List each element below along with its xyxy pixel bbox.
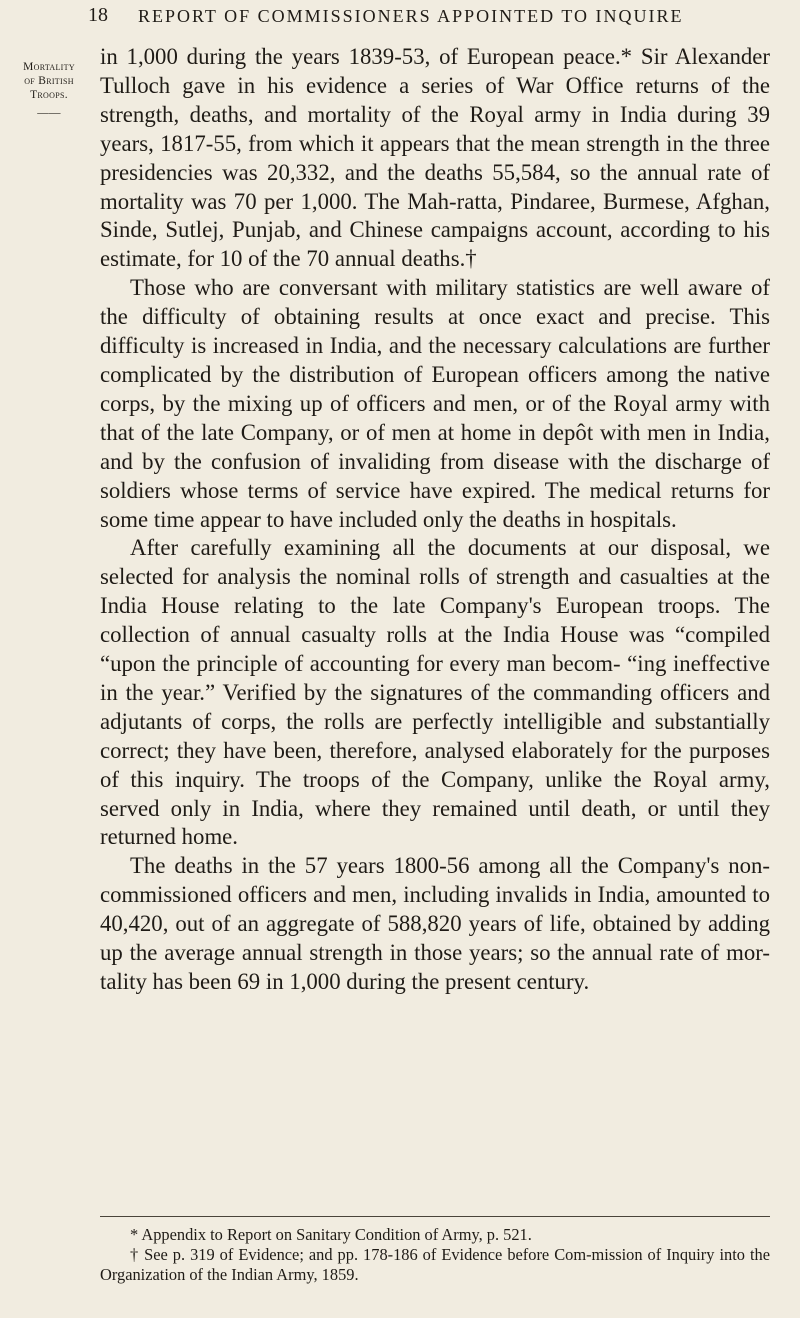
running-title: REPORT OF COMMISSIONERS APPOINTED TO INQUIRE [138, 6, 684, 26]
running-header [88, 4, 778, 40]
paragraph: Those who are conversant with military statistics are well aware of the difficulty of obtaining results at once exact and precise. This difficulty is increased in India, and the necessary calculations are further complicated by the distribution of European officers among the native corps, by the mixing up of officers and men, or of the Royal army with that of the late Company, or of men at home in depôt with men in India, and by the confusion of invaliding from disease with the discharge of soldiers whose terms of service have expired. The medical returns for some time appear to have included only the deaths in hospitals. [100, 275, 770, 532]
footnotes [100, 1216, 770, 1285]
body-text [100, 43, 770, 997]
paragraph: The deaths in the 57 years 1800-56 among all the Company's non-commissioned officers and men, including invalids in India, amounted to 40,420, out of an aggregate of 588,820 years of life, obtained by adding up the average annual strength in those years; so the annual rate of mor-tality has been 69 in 1,000 during the present century. [100, 853, 770, 994]
margin-note-line: Troops. [30, 89, 68, 101]
footnote: * Appendix to Report on Sanitary Condition of Army, p. 521. [130, 1225, 532, 1244]
margin-note-line: Mortality [23, 61, 75, 73]
paragraph: After carefully examining all the documents at our disposal, we selected for analysis the nominal rolls of strength and casualties at the India House relating to the late Company's European troops. The collection of annual casualty rolls at the India House was “compiled “upon the principle of accounting for every man becom- “ing ineffective in the year.” Verified by the signatures of the commanding officers and adjutants of corps, the rolls are perfectly intelligible and substantially correct; they have been, therefore, analysed elaborately for the purposes of this inquiry. The troops of the Company, unlike the Royal army, served only in India, where they remained until death, or until they returned home. [100, 535, 770, 850]
footnote: † See p. 319 of Evidence; and pp. 178-186 of Evidence before Com-mission of Inquiry into the Organization of the Indian Army, 1859. [100, 1245, 770, 1284]
margin-note [10, 60, 88, 120]
paragraph: in 1,000 during the years 1839-53, of European peace.* Sir Alexander Tulloch gave in his evidence a series of War Office returns of the strength, deaths, and mortality of the Royal army in India during 39 years, 1817-55, from which it appears that the mean strength in the three presidencies was 20,332, and the deaths 55,584, so the annual rate of mortality was 70 per 1,000. The Mah-ratta, Pindaree, Burmese, Afghan, Sinde, Sutlej, Punjab, and Chinese campaigns account, according to his estimate, for 10 of the 70 annual deaths.† [100, 44, 770, 272]
page-number: 18 [88, 4, 108, 26]
margin-note-line: of British [24, 75, 74, 87]
margin-note-dash: —— [37, 107, 61, 119]
